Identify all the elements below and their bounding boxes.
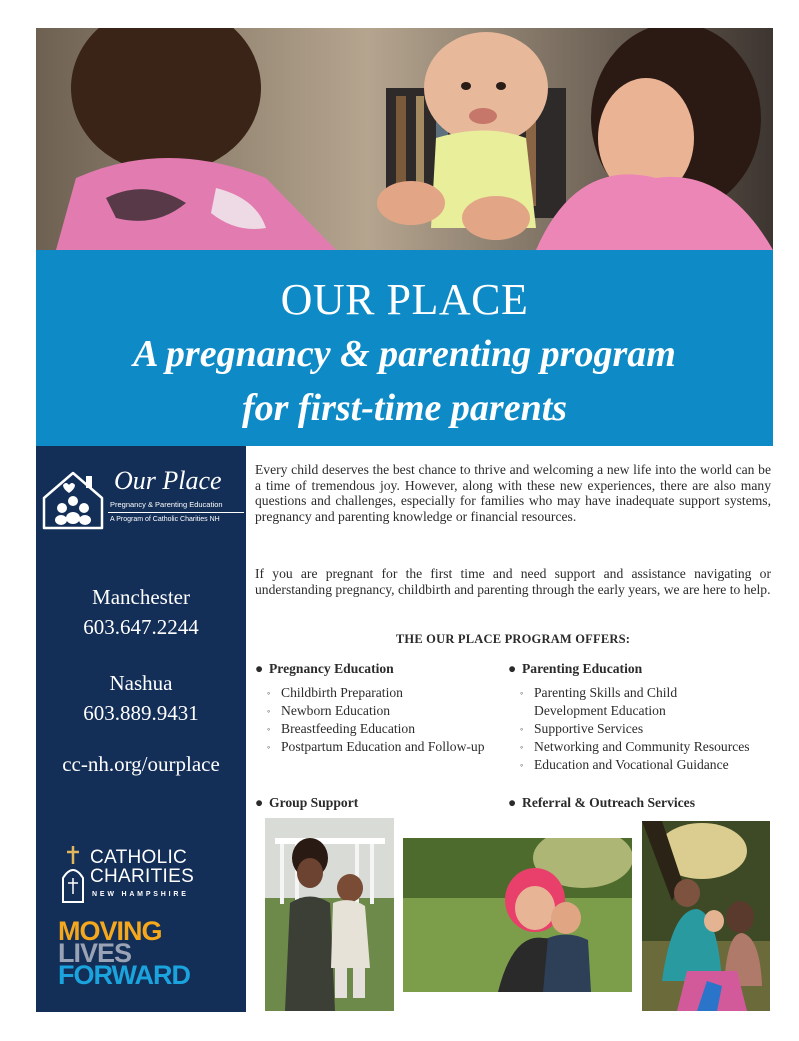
bullet-icon: ● [508,795,517,810]
hero-photo [36,28,773,250]
list-item: ◦ Newborn Education [267,703,391,718]
group-support-item: ● Group Support [255,795,359,810]
contact-city: Nashua [109,671,173,695]
sub-bullet-icon: ◦ [267,706,271,716]
logo-program-line: A Program of Catholic Charities NH [110,516,220,523]
sidebar [36,446,246,1012]
org-state: NEW HAMPSHIRE [92,891,189,898]
photo-family [642,821,770,1011]
logo-divider [108,512,244,513]
intro-paragraph-2: If you are pregnant for the first time and need support and assistance navigating or understanding pregnancy, childbirth and parenting through the early years, we are here to help. [255,566,771,597]
pregnancy-education-list [255,660,495,756]
sub-bullet-icon: ◦ [520,742,524,752]
catholic-charities-name [90,848,194,886]
list-item: ◦ Childbirth Preparation [267,685,403,700]
slogan-lives: LIVES [58,938,132,968]
website-link[interactable]: cc-nh.org/ourplace [62,752,220,776]
title-banner [36,250,773,446]
list-heading: ● Pregnancy Education [255,661,394,676]
bullet-icon: ● [255,661,264,676]
sub-bullet-icon: ◦ [267,688,271,698]
list-item: ◦ Networking and Community Resources [520,739,750,754]
program-subtitle-line1: A pregnancy & parenting program [133,333,676,375]
list-item: ◦ Supportive Services [520,721,644,736]
house-logo-icon [40,468,106,537]
slogan-forward: FORWARD [58,960,190,990]
bullet-icon: ● [508,661,517,676]
sub-bullet-icon: ◦ [520,688,524,698]
contact-manchester [36,582,246,642]
sub-bullet-icon: ◦ [520,760,524,770]
sub-bullet-icon: ◦ [520,724,524,734]
photo-mother-and-daughter [265,818,394,1011]
list-item: ◦ Education and Vocational Guidance [520,757,729,772]
contact-phone[interactable]: 603.889.9431 [83,701,199,725]
slogan-moving: MOVING [58,916,162,946]
logo-subtitle: Pregnancy & Parenting Education [110,500,223,509]
list-item: ◦ Breastfeeding Education [267,721,415,736]
contact-nashua [36,668,246,728]
sub-bullet-icon: ◦ [267,724,271,734]
photo-mother-and-son [403,838,632,992]
intro-paragraph-1: Every child deserves the best chance to thrive and welcoming a new life into the world can be a time of tremendous joy. However, along with these new experiences, there are also many questions and challenges, especially for families who may have inadequate support systems, pregnancy and parenting knowledge or financial resources. [255,462,771,524]
offers-heading: THE OUR PLACE PROGRAM OFFERS: [395,632,631,646]
org-name-line2: CHARITIES [90,866,195,887]
logo-name: Our Place [114,466,222,495]
program-subtitle-line2: for first-time parents [241,387,568,429]
org-name-line1: CATHOLIC [90,847,188,868]
sub-bullet-icon: ◦ [267,742,271,752]
parenting-education-list [508,660,773,774]
bullet-icon: ● [255,795,264,810]
program-title: OUR PLACE [280,275,529,324]
catholic-charities-cross-icon [60,844,86,909]
contact-city: Manchester [92,585,190,609]
list-item: ◦ Parenting Skills and Child Development Education [520,685,678,718]
referral-outreach-item: ● Referral & Outreach Services [508,795,696,810]
list-heading: ● Parenting Education [508,661,643,676]
list-item: ◦ Postpartum Education and Follow-up [267,739,485,754]
contact-phone[interactable]: 603.647.2244 [83,615,199,639]
